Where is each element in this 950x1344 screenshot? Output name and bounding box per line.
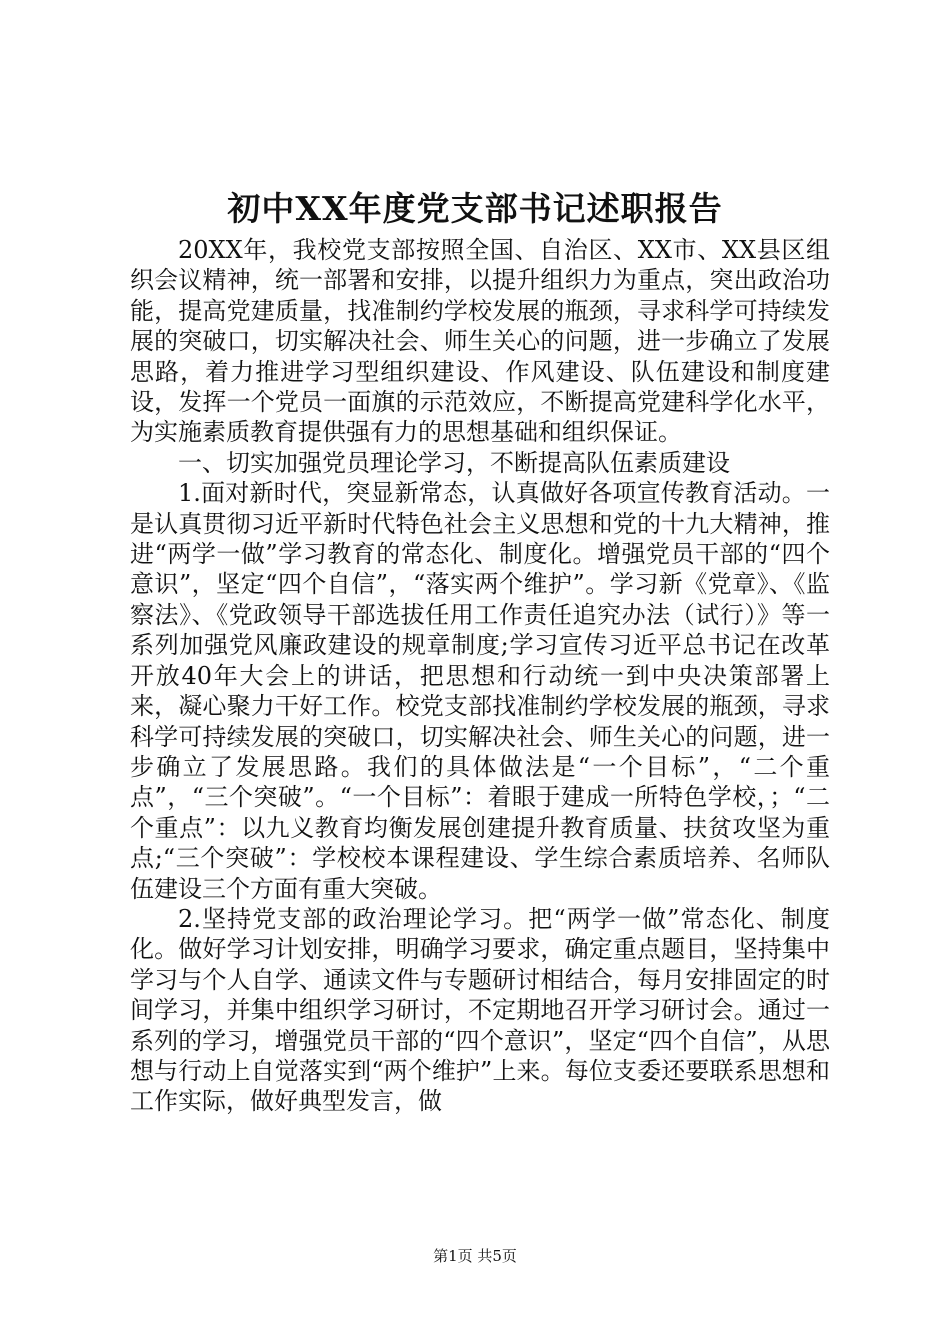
document-title: 初中XX年度党支部书记述职报告 [227,189,723,228]
paragraph-item-2: 2.坚持党支部的政治理论学习。把“两学一做”常态化、制度化。做好学习计划安排，明确学习要求，确定重点题目，坚持集中学习与个人自学、通读文件与专题研讨相结合，每月安排固定的时间学习，并集中组织学习研讨，不定期地召开学习研讨会。通过一系列的学习，增强党员干部的“四个意识”，坚定“四个自信”，从思想与行动上自觉落实到“两个维护”上来。每位支委还要联系思想和工作实际，做好典型发言，做 [130,904,830,1116]
document-body [130,235,830,1117]
page-number-footer: 第1页 共5页 [433,1247,517,1265]
paragraph-intro: 20XX年，我校党支部按照全国、自治区、XX市、XX县区组织会议精神，统一部署和安排，以提升组织力为重点，突出政治功能，提高党建质量，找准制约学校发展的瓶颈，寻求科学可持续发展的突破口，切实解决社会、师生关心的问题，进一步确立了发展思路，着力推进学习型组织建设、作风建设、队伍建设和制度建设，发挥一个党员一面旗的示范效应，不断提高党建科学化水平，为实施素质教育提供强有力的思想基础和组织保证。 [130,236,830,447]
section-heading-1: 一、切实加强党员理论学习，不断提高队伍素质建设 [178,448,730,477]
paragraph-item-1: 1.面对新时代，突显新常态，认真做好各项宣传教育活动。一是认真贯彻习近平新时代特色社会主义思想和党的十九大精神，推进“两学一做”学习教育的常态化、制度化。增强党员干部的“四个意识”，坚定“四个自信”，“落实两个维护”。学习新《党章》、《监察法》、《党政领导干部选拔任用工作责任追究办法（试行）》等一系列加强党风廉政建设的规章制度;学习宣传习近平总书记在改革开放40年大会上的讲话，把思想和行动统一到中央决策部署上来，凝心聚力干好工作。校党支部找准制约学校发展的瓶颈，寻求科学可持续发展的突破口，切实解决社会、师生关心的问题，进一步确立了发展思路。我们的具体做法是“一个目标”，“二个重点”，“三个突破”。“一个目标”：着眼于建成一所特色学校，；“二个重点”：以九义教育均衡发展创建提升教育质量、扶贫攻坚为重点;“三个突破”：学校校本课程建设、学生综合素质培养、名师队伍建设三个方面有重大突破。 [130,479,830,903]
